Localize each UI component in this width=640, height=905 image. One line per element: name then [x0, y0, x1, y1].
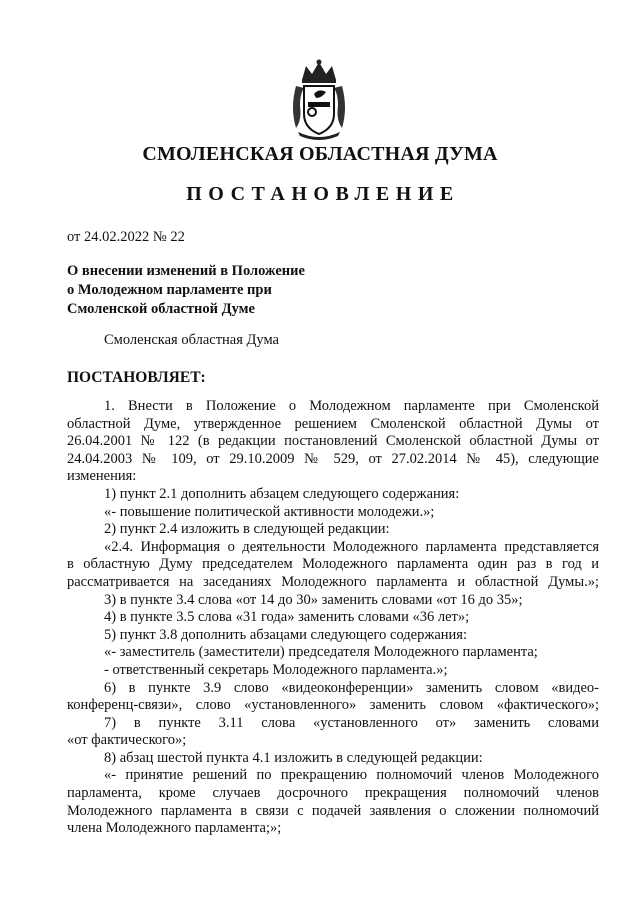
body-line: 5) пункт 3.8 дополнить абзацами следующего содержания: — [104, 626, 467, 643]
issuer-line: Смоленская областная Дума — [104, 332, 279, 348]
body-line: 6) в пункте 3.9 слово «видеоконференции» заменить словом «видео- — [104, 679, 599, 696]
body-line: Молодежного парламента в связи с подачей заявления о сложении полномочий — [67, 802, 599, 819]
body-line: 2) пункт 2.4 изложить в следующей редакции: — [104, 521, 390, 538]
organization-title: СМОЛЕНСКАЯ ОБЛАСТНАЯ ДУМА — [142, 143, 498, 165]
document-body — [67, 398, 599, 838]
coat-of-arms-icon — [288, 58, 350, 140]
body-line: 4) в пункте 3.5 слова «31 года» заменить словами «36 лет»; — [104, 609, 470, 626]
body-line: члена Молодежного парламента;»; — [67, 820, 282, 837]
document-subject — [67, 262, 357, 319]
body-line: изменения: — [67, 468, 137, 485]
body-line: «- принятие решений по прекращению полномочий членов Молодежного — [104, 767, 599, 784]
body-line: рассматривается на заседаниях Молодежного парламента и областной Думы.»; — [67, 573, 599, 590]
date-number-line: от 24.02.2022 № 22 — [67, 229, 185, 245]
subject-line: О внесении изменений в Положение — [67, 263, 305, 279]
body-line: 3) в пункте 3.4 слова «от 14 до 30» заменить словами «от 16 до 35»; — [104, 591, 523, 608]
body-line: - ответственный секретарь Молодежного парламента.»; — [104, 661, 448, 678]
body-line: 8) абзац шестой пункта 4.1 изложить в следующей редакции: — [104, 749, 483, 766]
body-line: 26.04.2001 № 122 (в редакции постановлений Смоленской областной Думы от — [67, 433, 599, 450]
body-line: парламента, кроме случаев досрочного прекращения полномочий членов — [67, 785, 599, 802]
body-line: «- заместитель (заместители) председателя Молодежного парламента; — [104, 644, 538, 661]
body-line: «2.4. Информация о деятельности Молодежного парламента представляется — [104, 538, 599, 555]
subject-line: Смоленской областной Думе — [67, 301, 255, 317]
body-line: 7) в пункте 3.11 слова «установленного от» заменить словами — [104, 714, 599, 731]
body-line: 24.04.2003 № 109, от 29.10.2009 № 529, от 27.02.2014 № 45), следующие — [67, 450, 599, 467]
subject-line: о Молодежном парламенте при — [67, 282, 272, 298]
body-line: в областную Думу председателем Молодежного парламента один раз в год и — [67, 556, 599, 573]
resolves-heading: ПОСТАНОВЛЯЕТ: — [67, 369, 206, 386]
body-line: конференц-связи», слово «установленного» заменить словом «фактического»; — [67, 697, 599, 714]
body-line: областной Думе, утвержденное решением Смоленской областной Думы от — [67, 415, 599, 432]
body-line: 1) пункт 2.1 дополнить абзацем следующего содержания: — [104, 485, 460, 502]
body-line: 1. Внести в Положение о Молодежном парламенте при Смоленской — [104, 398, 599, 414]
document-type-heading: ПОСТАНОВЛЕНИЕ — [186, 183, 460, 205]
body-line: «от фактического»; — [67, 732, 187, 749]
body-line: «- повышение политической активности молодежи.»; — [104, 503, 435, 520]
